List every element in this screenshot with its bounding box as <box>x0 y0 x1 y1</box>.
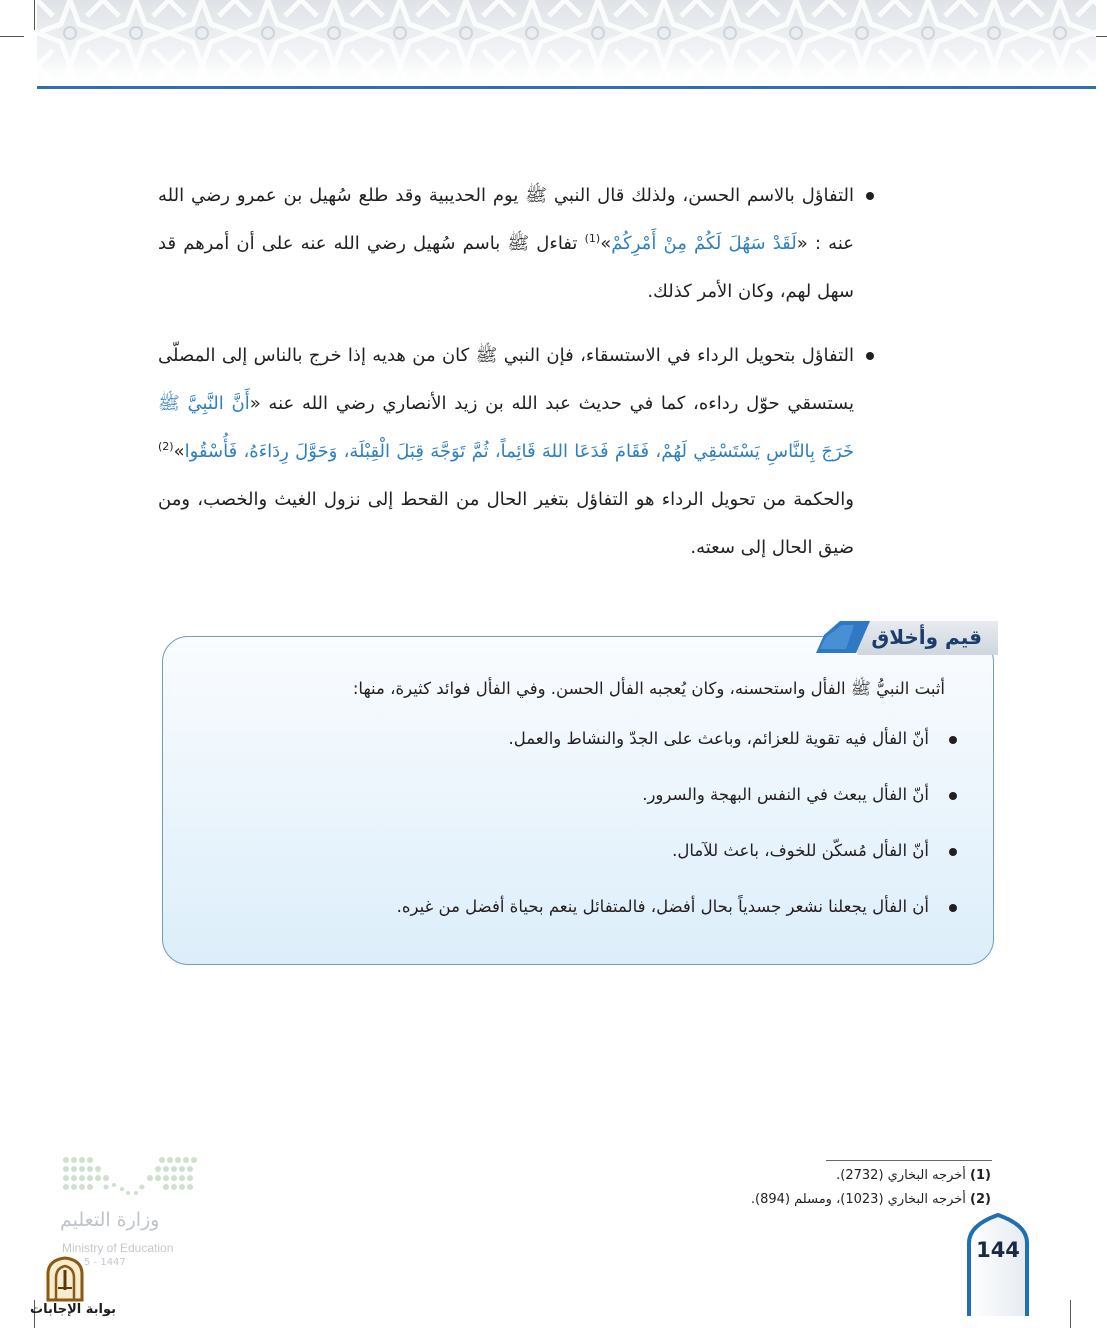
values-intro: أثبت النبيُّ ﷺ الفأل واستحسنه، وكان يُعجبه الفأل الحسن. وفي الفأل فوائد كثيرة، منها: <box>352 679 945 698</box>
footnote-text: أخرجه البخاري (1023)، ومسلم (894). <box>750 1192 971 1207</box>
paragraph-text: والحكمة من تحويل الرداء هو التفاؤل بتغير الحال من القحط إلى نزول الغيث والخصب، ومن ضيق الحال إلى سعته. <box>158 489 854 558</box>
ministry-year: 5 - 1447 <box>84 1257 126 1268</box>
paragraph-text: تفاءل ﷺ باسم سُهيل رضي الله عنه على أن أمرهم قد سهل لهم، وكان الأمر كذلك. <box>158 233 854 302</box>
footnote-ref: (1) <box>584 232 601 245</box>
bullet-dot <box>949 792 957 800</box>
ministry-name-arabic: وزارة التعليم <box>60 1209 160 1231</box>
bullet-dot <box>866 352 874 360</box>
paragraph-text: التفاؤل بتحويل الرداء في الاستسقاء، فإن النبي ﷺ كان من هديه إذا خرج بالناس إلى المصلّى يستسقي حوّل رداءه، كما في حديث عبد الله بن زيد الأنصاري رضي الله عنه « <box>158 345 854 414</box>
ministry-name-english: Ministry of Education <box>62 1241 174 1255</box>
hadith-quote: أَنَّ النَّبِيَّ ﷺ خَرَجَ بِالنَّاسِ يَسْتَسْقِي لَهُمْ، فَقَامَ فَدَعَا اللهَ قَائِماً، ثُمَّ تَوَجَّهَ قِبَلَ الْقِبْلَة، وَحَوَّلَ رِدَاءَهُ، فَأُسْقُوا <box>158 393 854 462</box>
footnote-1 <box>836 1168 991 1183</box>
values-item: أنّ الفأل يبعث في النفس البهجة والسرور. <box>642 785 929 804</box>
bullet-paragraph-2 <box>158 332 874 572</box>
header-pattern-band <box>37 0 1096 88</box>
hadith-quote: لَقَدْ سَهُلَ لَكُمْ مِنْ أَمْرِكُمْ <box>611 233 797 254</box>
footnote-rule <box>826 1160 992 1161</box>
watermark-logo-icon <box>44 1256 86 1302</box>
footnote-number: (1) <box>970 1168 991 1183</box>
footnote-2 <box>751 1192 991 1207</box>
paragraph-text: التفاؤل بالاسم الحسن، ولذلك قال النبي ﷺ يوم الحديبية وقد طلع سُهيل بن عمرو رضي الله عنه : « <box>158 185 855 254</box>
header-rule <box>37 86 1096 89</box>
watermark-text: بوابة الإجابات <box>30 1302 116 1317</box>
main-content <box>158 172 874 588</box>
values-item: أنّ الفأل فيه تقوية للعزائم، وباعث على الجدّ والنشاط والعمل. <box>508 729 929 748</box>
values-box-title: قيم وأخلاق <box>871 625 982 649</box>
values-box <box>162 636 994 965</box>
geometric-pattern <box>37 0 1096 88</box>
quote-mark: » <box>600 233 612 254</box>
bullet-dot <box>949 904 957 912</box>
bullet-dot <box>949 848 957 856</box>
arch-shape <box>966 1213 1030 1316</box>
bullet-paragraph-1 <box>158 172 874 316</box>
quote-mark: » <box>173 441 185 462</box>
footnote-number: (2) <box>970 1192 991 1207</box>
page-number-badge <box>966 1213 1030 1316</box>
footnote-text: أخرجه البخاري (2732). <box>836 1168 971 1183</box>
footnote-ref: (2) <box>158 440 174 453</box>
crop-mark <box>1070 1300 1071 1328</box>
page-number: 144 <box>976 1238 1020 1262</box>
values-item: أن الفأل يجعلنا نشعر جسدياً بحال أفضل، فالمتفائل ينعم بحياة أفضل من غيره. <box>396 897 929 916</box>
crop-mark <box>0 36 24 37</box>
bullet-dot <box>949 736 957 744</box>
bullet-dot <box>866 192 874 200</box>
values-box-title-tab <box>814 619 998 657</box>
values-item: أنّ الفأل مُسكّن للخوف، باعث للآمال. <box>672 841 929 860</box>
crop-mark <box>34 0 35 30</box>
ministry-dots-logo <box>62 1155 198 1197</box>
